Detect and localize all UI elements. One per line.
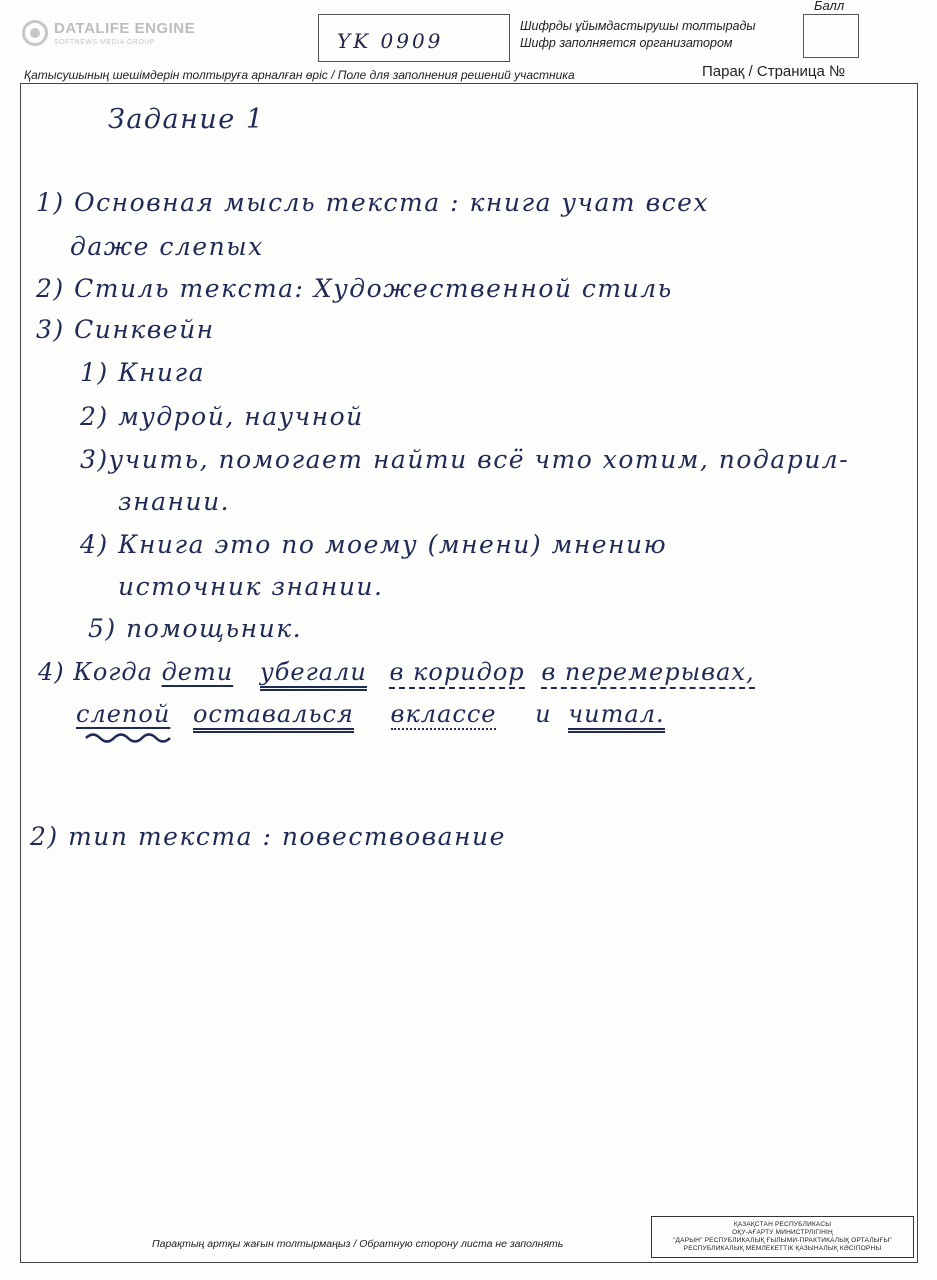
q1-line-2: даже слепых — [70, 232, 264, 261]
stamp-line-3: "ДАРЫН" РЕСПУБЛИКАЛЫҚ ҒЫЛЫМИ-ПРАКТИКАЛЫҚ ОРТАЛЫҒЫ" — [673, 1237, 892, 1244]
task-heading: Задание 1 — [108, 104, 265, 135]
q4-subject-slepoy: слепой — [76, 700, 171, 728]
q4-predicate-chital: читал. — [568, 700, 664, 733]
score-box — [803, 14, 859, 58]
stamp-line-2: ОҚУ-АҒАРТУ МИНИСТРЛІГІНІҢ — [732, 1229, 833, 1236]
text-type-answer: 2) тип текста : повествование — [30, 822, 506, 851]
participant-code-box — [318, 14, 510, 62]
sinkvein-line-2: 2) мудрой, научной — [80, 402, 364, 431]
watermark-subtitle: SOFTNEWS MEDIA GROUP — [54, 38, 156, 46]
q4-predicate-ostavalsya: оставалься — [193, 700, 354, 733]
datalife-engine-watermark — [22, 20, 195, 46]
sinkvein-line-5: 5) помощьник. — [88, 614, 303, 643]
footer-note: Парақтың артқы жағын толтырмаңыз / Обратную сторону листа не заполнять — [152, 1238, 564, 1250]
answer-field-label: Қатысушының шешімдерін толтыруға арналған өріс / Поле для заполнения решений участника — [24, 68, 575, 82]
q4-line-1 — [38, 658, 755, 686]
sinkvein-4-part-a: 4) Книга это по — [80, 530, 325, 559]
stamp-line-4: РЕСПУБЛИКАЛЫҚ МЕМЛЕКЕТТІК ҚАЗЫНАЛЫҚ КӘСІПОРНЫ — [683, 1245, 882, 1252]
cipher-note-ru: Шифр заполняется организатором — [520, 36, 733, 50]
watermark-title: DATALIFE ENGINE — [54, 19, 196, 37]
q4-prefix: 4) Когда — [38, 658, 162, 686]
q4-conjunction-i: и — [535, 700, 552, 728]
q4-predicate-ubegali: убегали — [260, 658, 367, 691]
datalife-logo-icon — [22, 20, 48, 46]
wavy-underline-mark — [84, 730, 174, 744]
q4-line-2 — [76, 700, 665, 728]
sinkvein-line-3a: 3)учить, помогает найти всё что хотим, подарил- — [80, 445, 850, 474]
q4-adverbial-peremenah: в перемерывах, — [541, 658, 754, 689]
participant-code: YK 0909 — [337, 29, 444, 53]
page-number-label: Парақ / Страница № — [702, 63, 846, 80]
stamp-line-1: ҚАЗАҚСТАН РЕСПУБЛИКАСЫ — [733, 1221, 832, 1228]
q4-subject-deti: дети — [161, 658, 234, 686]
sinkvein-4-part-b: моему — [324, 530, 419, 559]
q3-sinkvein: 3) Синквейн — [36, 315, 215, 344]
dariyn-center-stamp — [651, 1216, 914, 1258]
sinkvein-4-part-c: (мнени) мнению — [418, 530, 668, 559]
cipher-note-kz: Шифрды ұйымдастырушы толтырады — [520, 19, 756, 33]
cipher-note — [520, 18, 756, 52]
q2-style: 2) Стиль текста: Художественной стиль — [36, 274, 673, 303]
sinkvein-line-1: 1) Книга — [80, 358, 206, 387]
q4-adverbial-vklasse: вклассе — [390, 700, 497, 728]
q1-line-1: 1) Основная мысль текста : книга учат всех — [36, 188, 710, 217]
score-label: Балл — [814, 0, 845, 13]
sinkvein-line-4a — [80, 530, 667, 559]
sinkvein-line-4b: источник знании. — [118, 572, 384, 601]
sinkvein-line-3b: знании. — [118, 487, 231, 516]
q4-adverbial-koridor: в коридор — [389, 658, 524, 689]
